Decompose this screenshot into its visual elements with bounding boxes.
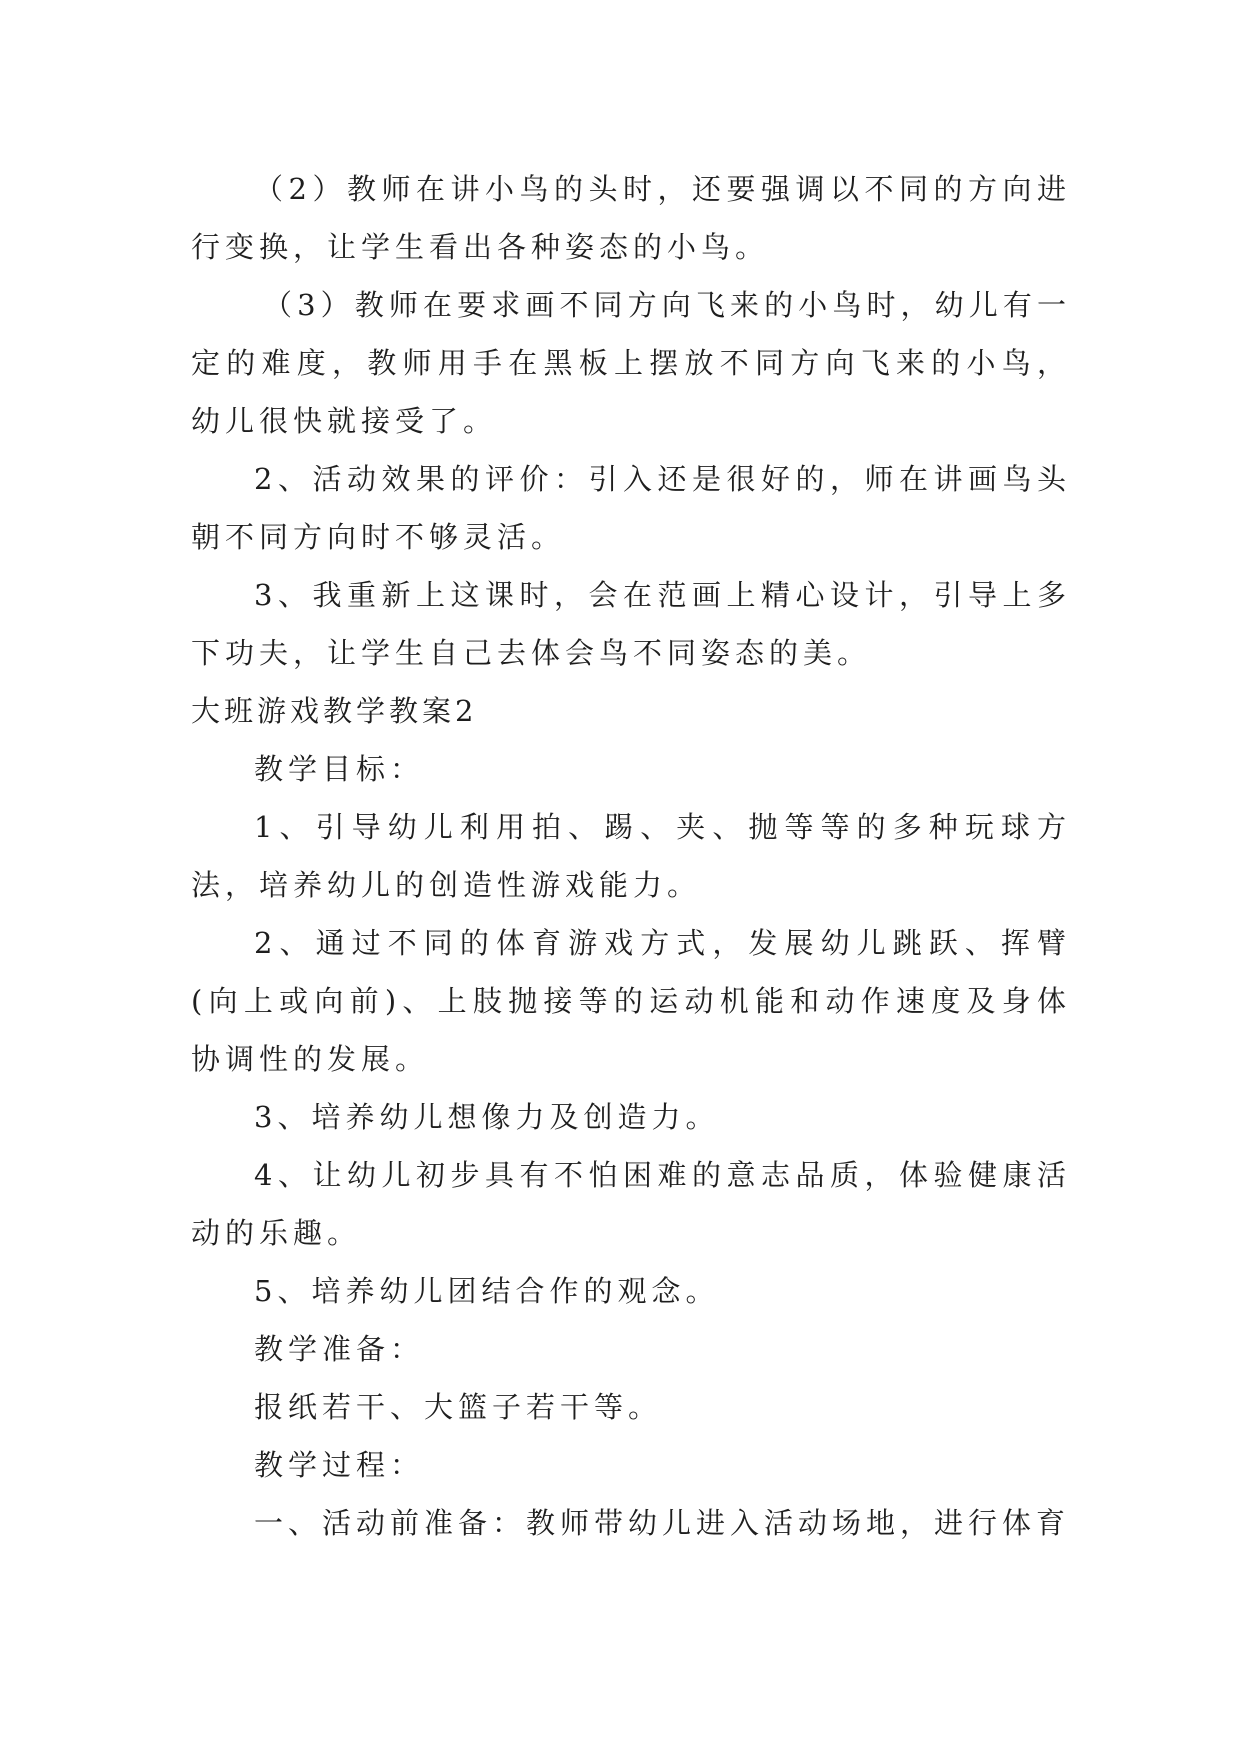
paragraph-step-3: （3）教师在要求画不同方向飞来的小鸟时，幼儿有一定的难度，教师用手在黑板上摆放不同方向飞来的小鸟，幼儿很快就接受了。 [191,288,1071,438]
paragraph-step-2: （2）教师在讲小鸟的头时，还要强调以不同的方向进行变换，让学生看出各种姿态的小鸟。 [191,172,1071,264]
paragraph-goal-2: 2、通过不同的体育游戏方式，发展幼儿跳跃、挥臂(向上或向前)、上肢抛接等的运动机能和动作速度及身体协调性的发展。 [191,926,1071,1076]
paragraph-process-label: 教学过程： [254,1448,425,1482]
paragraph-goal-1: 1、引导幼儿利用拍、踢、夹、抛等等的多种玩球方法，培养幼儿的创造性游戏能力。 [191,810,1071,902]
paragraph-goals-label: 教学目标： [254,752,425,786]
paragraph-goal-3: 3、培养幼儿想像力及创造力。 [254,1100,720,1134]
paragraph-prep-items: 报纸若干、大篮子若干等。 [254,1390,663,1424]
paragraph-goal-5: 5、培养幼儿团结合作的观念。 [254,1274,720,1308]
paragraph-evaluation: 2、活动效果的评价：引入还是很好的，师在讲画鸟头朝不同方向时不够灵活。 [191,462,1071,554]
document-body [191,160,1071,1552]
section-heading: 大班游戏教学教案2 [191,694,478,728]
paragraph-goal-4: 4、让幼儿初步具有不怕困难的意志品质，体验健康活动的乐趣。 [191,1158,1071,1250]
paragraph-redesign: 3、我重新上这课时，会在范画上精心设计，引导上多下功夫，让学生自己去体会鸟不同姿态的美。 [191,578,1071,670]
paragraph-process-step-1: 一、活动前准备：教师带幼儿进入活动场地，进行体育 [254,1506,1071,1540]
paragraph-prep-label: 教学准备： [254,1332,425,1366]
